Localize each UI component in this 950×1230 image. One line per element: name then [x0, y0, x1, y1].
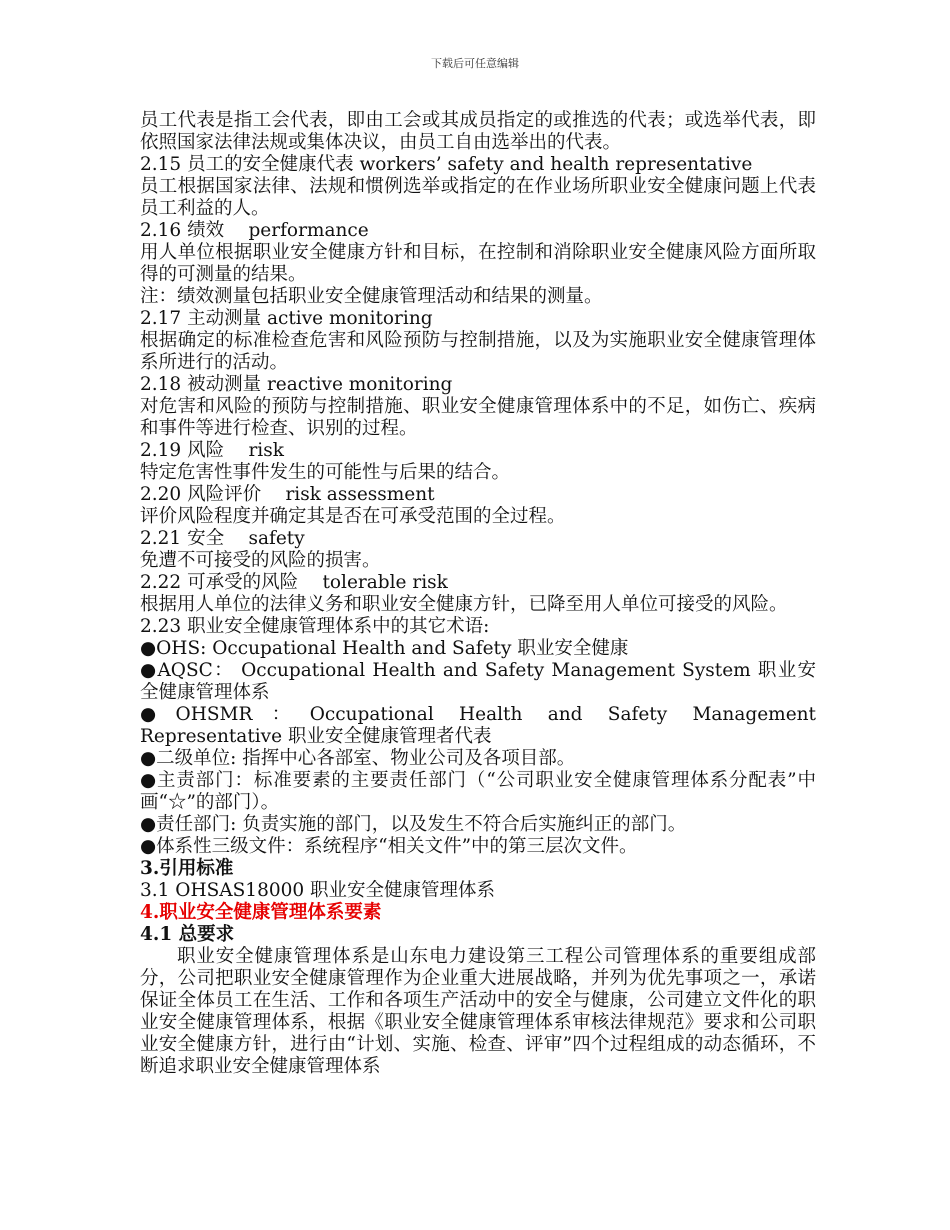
document-body — [140, 110, 816, 1078]
paragraph: 根据确定的标准检查危害和风险预防与控制措施，以及为实施职业安全健康管理体系所进行的活动。 — [140, 330, 816, 373]
body-paragraph: 职业安全健康管理体系是山东电力建设第三工程公司管理体系的重要组成部分，公司把职业安全健康管理作为企业重大进展战略，并列为优先事项之一，承诺保证全体员工在生活、工作和各项生产活动中的安全与健康，公司建立文件化的职业安全健康管理体系，根据《职业安全健康管理体系审核法律规范》要求和公司职业安全健康方针，进行由“计划、实施、检查、评审”四个过程组成的动态循环，不断追求职业安全健康管理体系 — [140, 946, 816, 1077]
bullet-item: ●二级单位: 指挥中心各部室、物业公司及各项目部。 — [140, 748, 576, 769]
bullet-item: ●AQSC： Occupational Health and Safety Management System 职业安全健康管理体系 — [140, 660, 816, 703]
term-heading: 2.19 风险 risk — [140, 440, 284, 461]
note: 注：绩效测量包括职业安全健康管理活动和结果的测量。 — [140, 286, 603, 307]
term-heading: 2.17 主动测量 active monitoring — [140, 308, 433, 329]
paragraph: 特定危害性事件发生的可能性与后果的结合。 — [140, 462, 511, 483]
paragraph: 根据用人单位的法律义务和职业安全健康方针，已降至用人单位可接受的风险。 — [140, 594, 788, 615]
paragraph: 评价风险程度并确定其是否在可承受范围的全过程。 — [140, 506, 566, 527]
term-heading: 2.21 安全 safety — [140, 528, 305, 549]
term-heading: 2.18 被动测量 reactive monitoring — [140, 374, 453, 395]
paragraph: 员工代表是指工会代表，即由工会或其成员指定的或推选的代表；或选举代表，即依照国家法律法规或集体决议，由员工自由选举出的代表。 — [140, 110, 816, 153]
term-heading: 2.22 可承受的风险 tolerable risk — [140, 572, 448, 593]
term-heading: 2.23 职业安全健康管理体系中的其它术语: — [140, 616, 490, 637]
term-heading: 2.15 员工的安全健康代表 workers’ safety and health representative — [140, 154, 753, 175]
paragraph: 用人单位根据职业安全健康方针和目标，在控制和消除职业安全健康风险方面所取得的可测量的结果。 — [140, 242, 816, 285]
term-heading: 2.20 风险评价 risk assessment — [140, 484, 435, 505]
paragraph: 免遭不可接受的风险的损害。 — [140, 550, 381, 571]
paragraph: 员工根据国家法律、法规和惯例选举或指定的在作业场所职业安全健康问题上代表员工利益的人。 — [140, 176, 816, 219]
page-header: 下载后可任意编辑 — [431, 57, 519, 70]
section-heading: 3.引用标准 — [140, 858, 234, 879]
bullet-item: ●责任部门: 负责实施的部门，以及发生不符合后实施纠正的部门。 — [140, 814, 687, 835]
subsection-heading: 4.1 总要求 — [140, 924, 235, 945]
paragraph: 对危害和风险的预防与控制措施、职业安全健康管理体系中的不足，如伤亡、疾病和事件等进行检查、识别的过程。 — [140, 396, 816, 439]
bullet-item: ●主责部门：标准要素的主要责任部门（“公司职业安全健康管理体系分配表”中画“☆”的部门）。 — [140, 770, 816, 813]
bullet-item: ●OHSMR：Occupational Health and Safety Management Representative 职业安全健康管理者代表 — [140, 704, 816, 747]
section-heading-red: 4.职业安全健康管理体系要素 — [140, 902, 382, 923]
bullet-item: ●OHS: Occupational Health and Safety 职业安全健康 — [140, 638, 629, 659]
term-heading: 2.16 绩效 performance — [140, 220, 369, 241]
paragraph: 3.1 OHSAS18000 职业安全健康管理体系 — [140, 880, 496, 901]
bullet-item: ●体系性三级文件：系统程序“相关文件”中的第三层次文件。 — [140, 836, 638, 857]
